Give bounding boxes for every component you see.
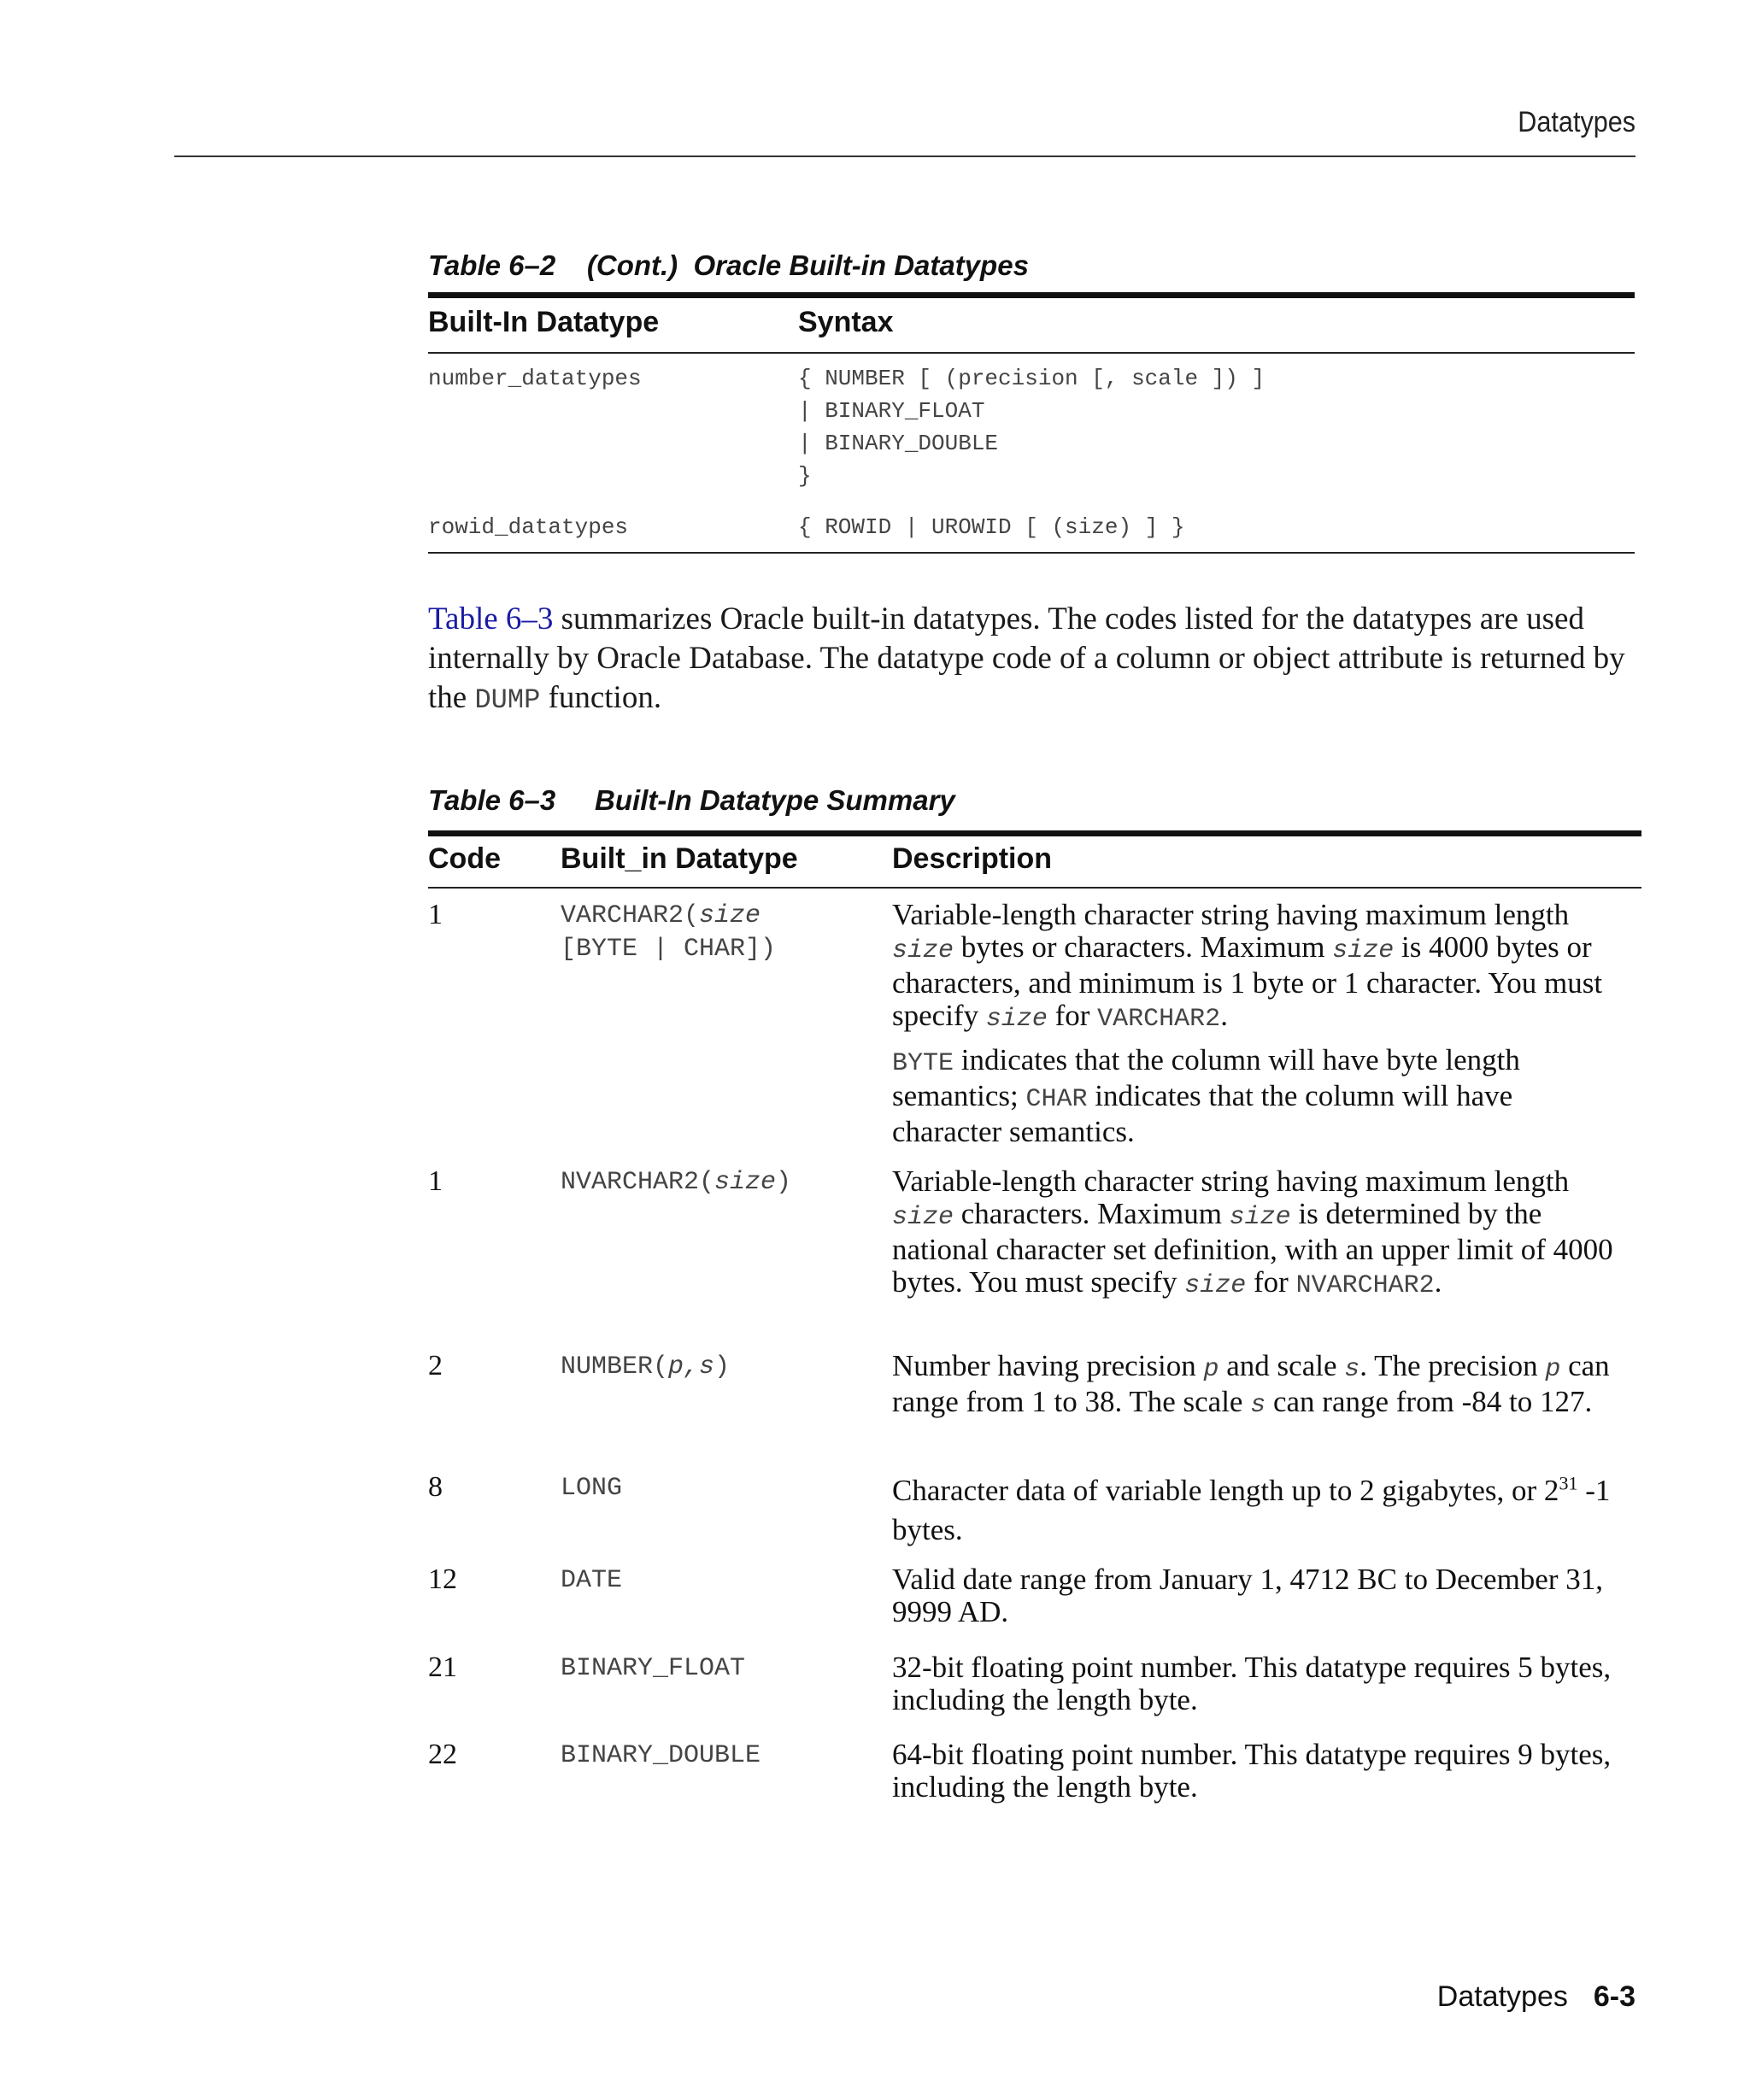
paragraph-text: function. [540,680,662,715]
datatype-name: number_datatypes [428,366,642,391]
datatype-code: 2 [428,1350,443,1381]
datatype-name: BINARY_FLOAT [561,1654,746,1683]
column-header-description: Description [892,842,1053,875]
running-header-title: Datatypes [1518,106,1635,138]
table-6-3-top-rule [428,830,1641,836]
datatype-description: Number having precision p and scale s. The precision p can range from 1 to 38. The scale s can range from -84 to 127. [892,1349,1610,1420]
datatype-name: LONG [561,1474,623,1503]
datatype-description: Variable-length character string having maximum length size characters. Maximum size is determined by the national character set definition, with an upper limit of 4000 bytes. You must specify size for NVARCHAR2. [892,1164,1613,1300]
page-number: 6-3 [1593,1980,1635,2013]
datatype-description: Valid date range from January 1, 4712 BC to December 31, 9999 AD. [892,1563,1603,1628]
datatype-description: BYTE indicates that the column will have byte length semantics; CHAR indicates that the column will have character semantics. [892,1043,1520,1148]
body-paragraph [428,600,1641,720]
datatype-name: NUMBER(p,s) [561,1352,731,1381]
table-6-2-bottom-rule [428,552,1635,554]
table-6-2-header-rule [428,352,1635,354]
datatype-code: 12 [428,1563,457,1595]
column-header-builtin-datatype: Built_in Datatype [561,842,798,875]
table-6-2-top-rule [428,292,1635,298]
datatype-name: VARCHAR2(size [BYTE | CHAR]) [561,901,777,964]
footer-section: Datatypes [1436,1980,1568,2013]
column-header-builtin-datatype: Built-In Datatype [428,306,660,338]
dump-function-code: DUMP [474,684,541,716]
syntax-line: | BINARY_FLOAT [798,398,985,424]
datatype-code: 21 [428,1651,457,1683]
table-6-2-caption: Table 6–2 (Cont.) Oracle Built-in Datatypes [428,249,1029,281]
table-6-3-link[interactable]: Table 6–3 [428,601,554,636]
datatype-description: 32-bit floating point number. This datatype requires 5 bytes, including the length byte. [892,1651,1612,1716]
table-6-3-caption: Table 6–3 Built-In Datatype Summary [428,784,955,816]
page-footer [1437,1980,1635,2014]
datatype-code: 1 [428,1165,443,1197]
syntax-line: { NUMBER [ (precision [, scale ]) ] [798,366,1266,391]
datatype-description: Variable-length character string having maximum length size bytes or characters. Maximum size is 4000 bytes or characters, and minimum is 1 byte or 1 character. You must specify size for VARCHAR2. [892,898,1603,1034]
paragraph-text: summarizes Oracle built-in datatypes. The codes listed for the datatypes are used internally by Oracle Database. The datatype code of a column or object attribute is returned by the [428,601,1625,715]
datatype-name: BINARY_DOUBLE [561,1741,761,1770]
datatype-name: rowid_datatypes [428,514,629,540]
datatype-code: 8 [428,1471,443,1503]
datatype-description: 64-bit floating point number. This datatype requires 9 bytes, including the length byte. [892,1738,1612,1804]
datatype-description: Character data of variable length up to 2 gigabytes, or $2^{31}$ -1 bytes. [892,1472,1611,1546]
datatype-code: 22 [428,1739,457,1770]
running-header [174,106,1635,157]
syntax-line: { ROWID | UROWID [ (size) ] } [798,514,1185,540]
datatype-code: 1 [428,899,443,930]
syntax-line: | BINARY_DOUBLE [798,431,999,456]
table-6-3-header-rule [428,887,1641,889]
column-header-code: Code [428,842,501,875]
syntax-line: } [798,463,812,489]
datatype-name: NVARCHAR2(size) [561,1168,792,1197]
datatype-name: DATE [561,1566,623,1595]
column-header-syntax: Syntax [798,306,894,338]
